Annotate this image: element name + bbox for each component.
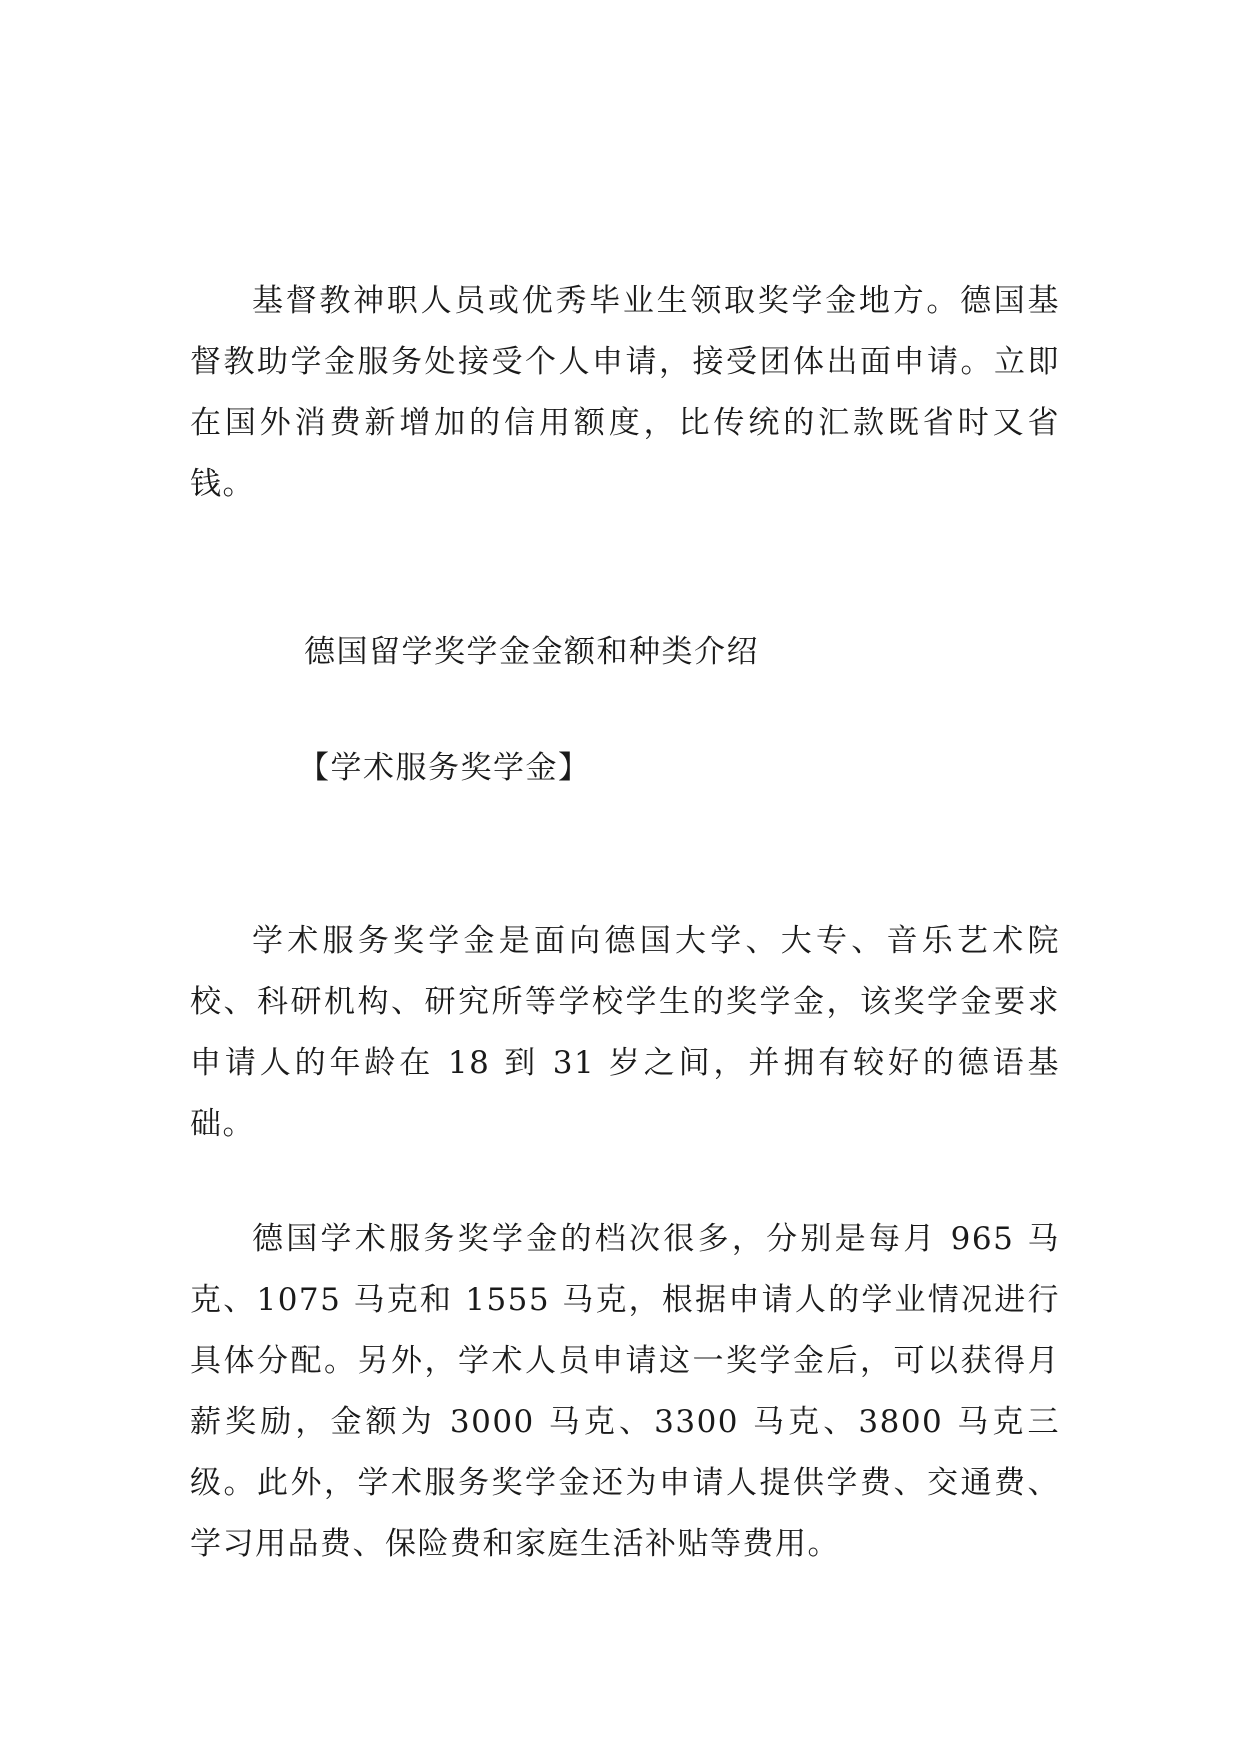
paragraph-amount-tiers: 德国学术服务奖学金的档次很多，分别是每月 965 马克、1075 马克和 1555 马克，根据申请人的学业情况进行具体分配。另外，学术人员申请这一奖学金后，可以获得月薪奖励，金额为 3000 马克、3300 马克、3800 马克三级。此外，学术服务奖学金还为申请人提供学费、交通费、学习用品费、保险费和家庭生活补贴等费用。 xyxy=(190,1221,1060,1562)
subheading-academic-service-scholarship: 【学术服务奖学金】 xyxy=(298,750,591,786)
section-heading-amounts-types: 德国留学奖学金金额和种类介绍 xyxy=(304,634,759,670)
paragraph-scholarship-sources: 基督教神职人员或优秀毕业生领取奖学金地方。德国基督教助学金服务处接受个人申请，接受团体出面申请。立即在国外消费新增加的信用额度，比传统的汇款既省时又省钱。 xyxy=(190,283,1060,502)
paragraph-eligibility: 学术服务奖学金是面向德国大学、大专、音乐艺术院校、科研机构、研究所等学校学生的奖学金，该奖学金要求申请人的年龄在 18 到 31 岁之间，并拥有较好的德语基础。 xyxy=(190,923,1060,1142)
